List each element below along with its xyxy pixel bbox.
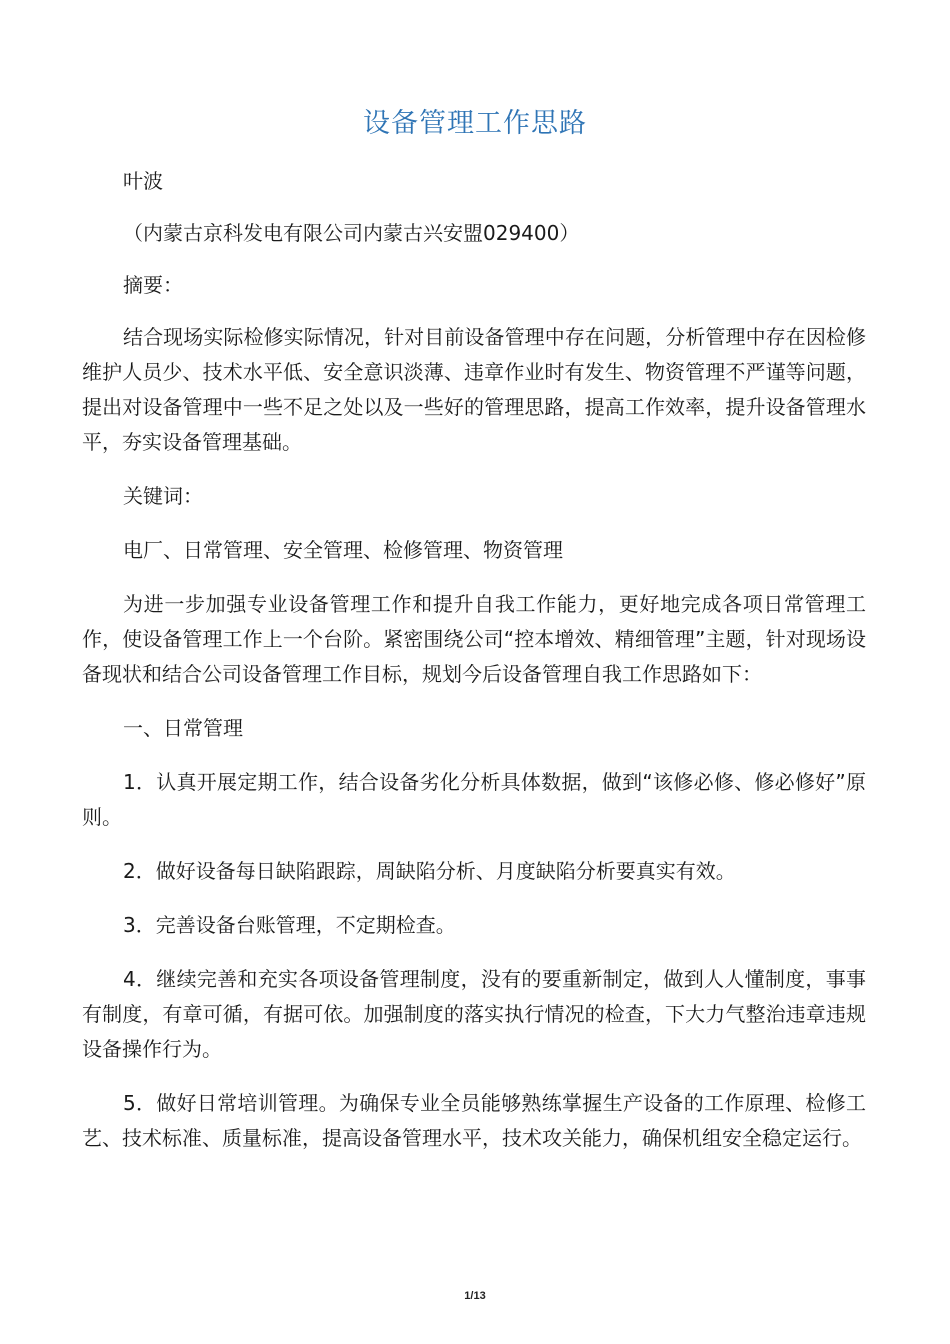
keywords-label: 关键词：: [123, 484, 203, 508]
abstract-text: 结合现场实际检修实际情况，针对目前设备管理中存在问题，分析管理中存在因检修维护人员少、技术水平低、安全意识淡薄、违章作业时有发生、物资管理不严谨等问题，提出对设备管理中一些不足之处以及一些好的管理思路，提高工作效率，提升设备管理水平，夯实设备管理基础。: [82, 325, 866, 454]
list-item: 5．做好日常培训管理。为确保专业全员能够熟练掌握生产设备的工作原理、检修工艺、技术标准、质量标准，提高设备管理水平，技术攻关能力，确保机组安全稳定运行。: [82, 1091, 866, 1150]
document-title: 设备管理工作思路: [363, 108, 587, 139]
page-number: 1/13: [464, 1290, 486, 1302]
section-heading: 一、日常管理: [123, 716, 243, 740]
document-body: [82, 164, 866, 1175]
author-line: 叶波: [123, 169, 163, 193]
affiliation-line: （内蒙古京科发电有限公司内蒙古兴安盟029400）: [123, 221, 580, 245]
list-item: 2．做好设备每日缺陷跟踪，周缺陷分析、月度缺陷分析要真实有效。: [123, 859, 736, 883]
list-item: 4．继续完善和充实各项设备管理制度，没有的要重新制定，做到人人懂制度，事事有制度，有章可循，有据可依。加强制度的落实执行情况的检查，下大力气整治违章违规设备操作行为。: [82, 967, 866, 1061]
intro-paragraph: 为进一步加强专业设备管理工作和提升自我工作能力，更好地完成各项日常管理工作，使设备管理工作上一个台阶。紧密围绕公司“控本增效、精细管理”主题，针对现场设备现状和结合公司设备管理工作目标，规划今后设备管理自我工作思路如下：: [82, 592, 866, 686]
list-item: 3．完善设备台账管理，不定期检查。: [123, 913, 456, 937]
keywords-text: 电厂、日常管理、安全管理、检修管理、物资管理: [123, 538, 563, 562]
list-item: 1．认真开展定期工作，结合设备劣化分析具体数据，做到“该修必修、修必修好”原则。: [82, 770, 866, 829]
abstract-label: 摘要：: [123, 273, 183, 297]
